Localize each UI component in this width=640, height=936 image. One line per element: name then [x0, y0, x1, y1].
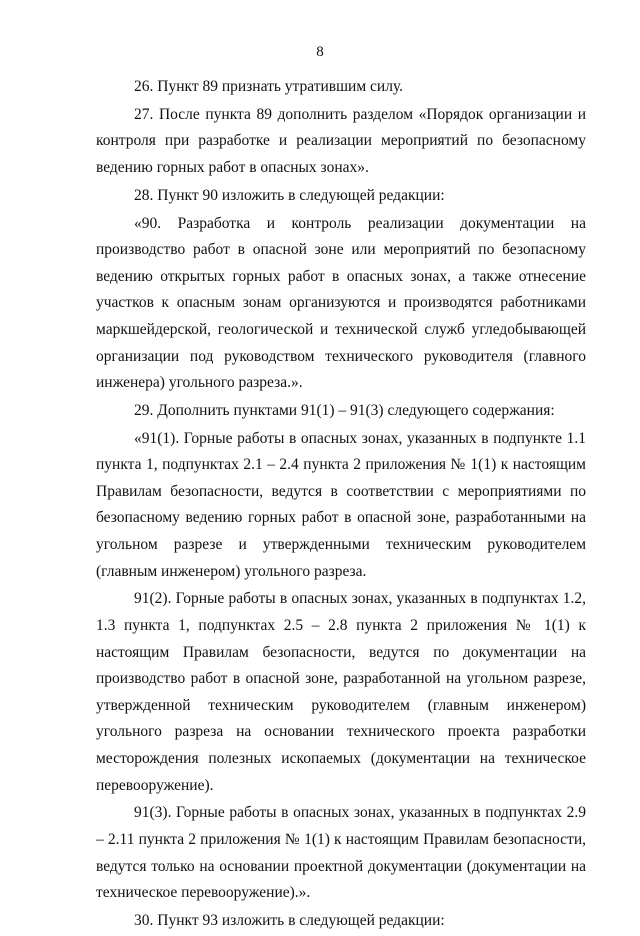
quoted-paragraph-91-1: «91(1). Горные работы в опасных зонах, указанных в подпункте 1.1 пункта 1, подпунктах 2.1 – 2.4 пункта 2 приложения № 1(1) к настоящим Правилам безопасности, ведутся в соответствии с мероприятиями по безопасному ведению горных работ в опасной зоне, разработанными на угольном разрезе и утвержденными техническим руководителем (главным инженером) угольного разреза. [96, 429, 586, 580]
paragraph-item-30: 30. Пункт 93 изложить в следующей редакции: [134, 911, 445, 929]
quoted-paragraph-91-2: 91(2). Горные работы в опасных зонах, указанных в подпунктах 1.2, 1.3 пункта 1, подпунктах 2.5 – 2.8 пункта 2 приложения № 1(1) к настоящим Правилам безопасности, ведутся по документации на производство работ в опасной зоне, разработанной на угольном разрезе, утвержденной техническим руководителем (главным инженером) угольного разреза на основании технического проекта разработки месторождения полезных ископаемых (документации на техническое перевооружение). [96, 590, 586, 794]
quoted-paragraph-90: «90. Разработка и контроль реализации документации на производство работ в опасной зоне или мероприятий по безопасному ведению открытых горных работ в опасных зонах, а также отнесение участков к опасным зонам организуются и производятся работниками маркшейдерской, геологической и технической служб угледобывающей организации под руководством технического руководителя (главного инженера) угольного разреза.». [96, 214, 586, 392]
document-body [96, 74, 586, 936]
paragraph-item-28: 28. Пункт 90 изложить в следующей редакции: [134, 186, 445, 204]
paragraph-item-27: 27. После пункта 89 дополнить разделом «Порядок организации и контроля при разработке и реализации мероприятий по безопасному ведению горных работ в опасных зонах». [96, 105, 586, 176]
paragraph-item-26: 26. Пункт 89 признать утратившим силу. [134, 78, 404, 95]
page-number: 8 [316, 44, 324, 60]
paragraph-item-29: 29. Дополнить пунктами 91(1) – 91(3) следующего содержания: [134, 401, 555, 419]
quoted-paragraph-91-3: 91(3). Горные работы в опасных зонах, указанных в подпунктах 2.9 – 2.11 пункта 2 приложения № 1(1) к настоящим Правилам безопасности, ведутся только на основании проектной документации (документации на техническое перевооружение).». [96, 804, 586, 902]
